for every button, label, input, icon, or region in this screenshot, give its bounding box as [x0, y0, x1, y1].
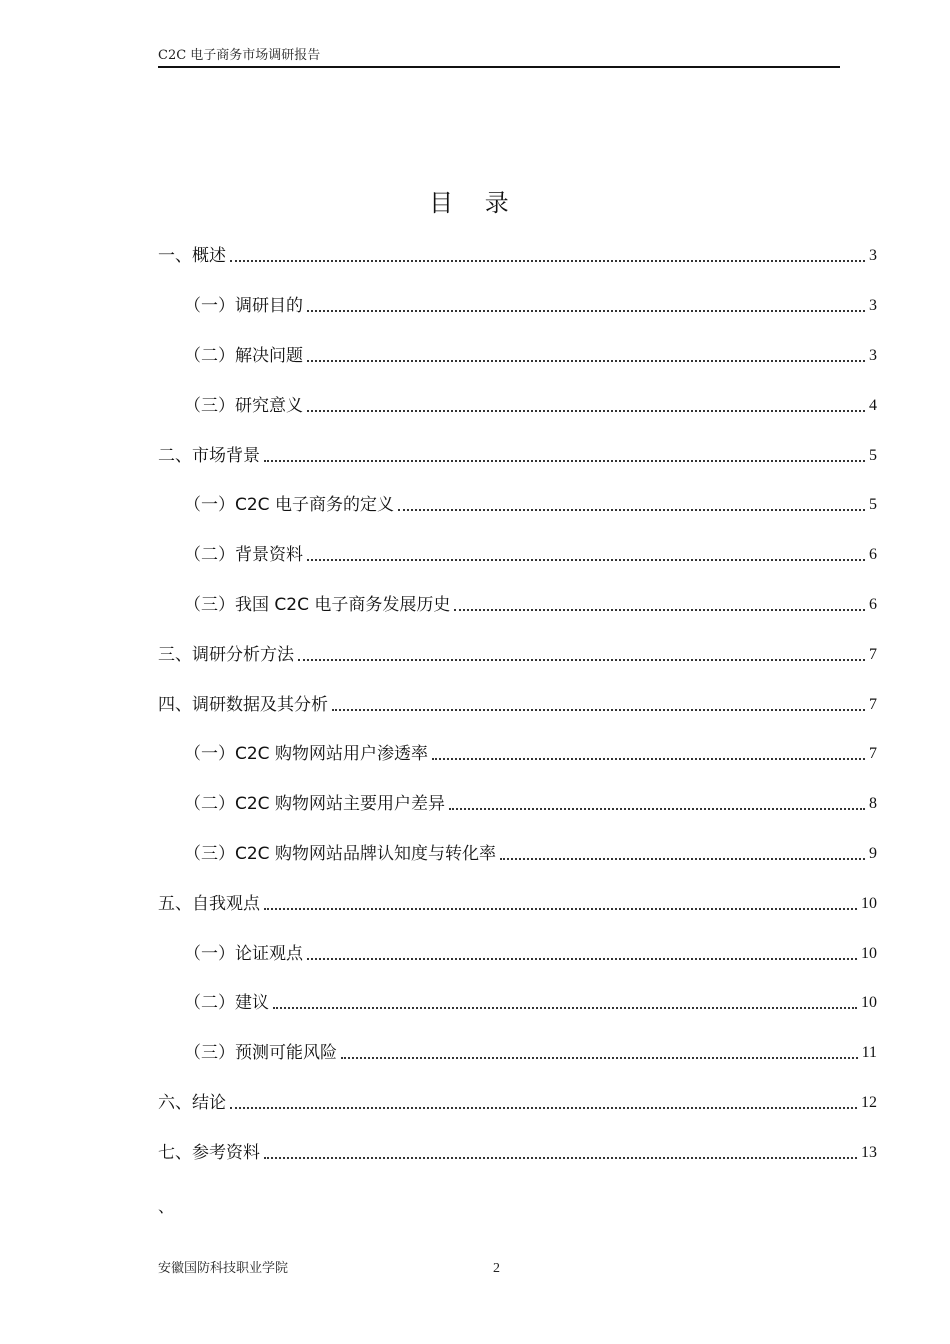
dot-leader	[230, 260, 865, 262]
toc-entry[interactable]	[184, 293, 877, 319]
header-title: C2C 电子商务市场调研报告	[158, 48, 321, 63]
toc-title: 目 录	[429, 189, 521, 217]
toc-entry[interactable]	[158, 692, 877, 718]
toc-entry[interactable]	[184, 592, 877, 618]
toc-entry[interactable]	[158, 1140, 877, 1166]
dot-leader	[307, 310, 865, 312]
dot-leader	[432, 758, 865, 760]
toc-entry-label: 五、自我观点	[158, 894, 260, 914]
dot-leader	[500, 858, 865, 860]
toc-entry-page: 3	[869, 347, 877, 364]
toc-entry-label: （三）研究意义	[184, 396, 303, 416]
toc-entry-label: （一）C2C 购物网站用户渗透率	[184, 744, 428, 764]
dot-leader	[230, 1107, 857, 1109]
dot-leader	[307, 410, 865, 412]
dot-leader	[332, 709, 865, 711]
dot-leader	[307, 958, 857, 960]
toc-entry[interactable]	[184, 791, 877, 817]
toc-entry[interactable]	[184, 343, 877, 369]
toc-entry[interactable]	[184, 941, 877, 967]
toc-entry-page: 10	[861, 994, 877, 1011]
toc-entry[interactable]	[184, 1040, 877, 1066]
toc-entry-label: （二）背景资料	[184, 545, 303, 565]
stray-punctuation: 、	[158, 1197, 175, 1216]
footer-institution: 安徽国防科技职业学院	[158, 1261, 289, 1276]
toc-entry-label: （三）我国 C2C 电子商务发展历史	[184, 595, 451, 615]
toc-entry-label: 七、参考资料	[158, 1143, 260, 1163]
toc-entry-label: （二）C2C 购物网站主要用户差异	[184, 794, 445, 814]
toc-entry[interactable]	[184, 841, 877, 867]
toc-entry-label: 二、市场背景	[158, 446, 260, 466]
toc-entry[interactable]	[184, 741, 877, 767]
dot-leader	[264, 908, 857, 910]
toc-entry-label: （二）建议	[184, 993, 269, 1013]
toc-entry-page: 3	[869, 297, 877, 314]
toc-entry-label: 三、调研分析方法	[158, 645, 294, 665]
toc-entry-page: 8	[869, 795, 877, 812]
toc-entry-label: （一）调研目的	[184, 296, 303, 316]
toc-entry[interactable]	[184, 492, 877, 518]
toc-entry-page: 6	[869, 546, 877, 563]
footer-page-number: 2	[493, 1261, 500, 1276]
toc-entry[interactable]	[184, 542, 877, 568]
toc-entry[interactable]	[158, 243, 877, 269]
dot-leader	[298, 659, 865, 661]
toc-entry-page: 12	[861, 1094, 877, 1111]
toc-entry-label: （一）论证观点	[184, 944, 303, 964]
dot-leader	[341, 1057, 858, 1059]
dot-leader	[398, 509, 865, 511]
dot-leader	[307, 360, 865, 362]
toc-entry[interactable]	[158, 642, 877, 668]
toc-entry[interactable]	[184, 393, 877, 419]
toc-entry-page: 13	[861, 1144, 877, 1161]
toc-entry[interactable]	[158, 443, 877, 469]
toc-entry-page: 11	[861, 1044, 877, 1061]
toc-entry-label: 一、概述	[158, 246, 226, 266]
toc-entry[interactable]	[158, 891, 877, 917]
dot-leader	[264, 460, 865, 462]
dot-leader	[307, 559, 865, 561]
toc-entry[interactable]	[184, 990, 877, 1016]
toc-entry-page: 7	[869, 745, 877, 762]
toc-entry-page: 9	[869, 845, 877, 862]
toc-entry[interactable]	[158, 1090, 877, 1116]
toc-entry-label: （三）预测可能风险	[184, 1043, 337, 1063]
toc-entry-page: 5	[869, 496, 877, 513]
toc-entry-page: 7	[869, 646, 877, 663]
toc-entry-label: （三）C2C 购物网站品牌认知度与转化率	[184, 844, 496, 864]
toc-entry-page: 10	[861, 945, 877, 962]
dot-leader	[264, 1157, 857, 1159]
toc-entry-page: 6	[869, 596, 877, 613]
toc-entry-page: 10	[861, 895, 877, 912]
dot-leader	[273, 1007, 857, 1009]
toc-entry-page: 7	[869, 696, 877, 713]
toc-entry-page: 5	[869, 447, 877, 464]
toc-entry-label: （一）C2C 电子商务的定义	[184, 495, 394, 515]
toc-entry-label: （二）解决问题	[184, 346, 303, 366]
toc-entry-label: 四、调研数据及其分析	[158, 695, 328, 715]
toc-entry-page: 4	[869, 397, 877, 414]
toc-entry-label: 六、结论	[158, 1093, 226, 1113]
toc-entry-page: 3	[869, 247, 877, 264]
dot-leader	[449, 808, 865, 810]
dot-leader	[454, 609, 865, 611]
